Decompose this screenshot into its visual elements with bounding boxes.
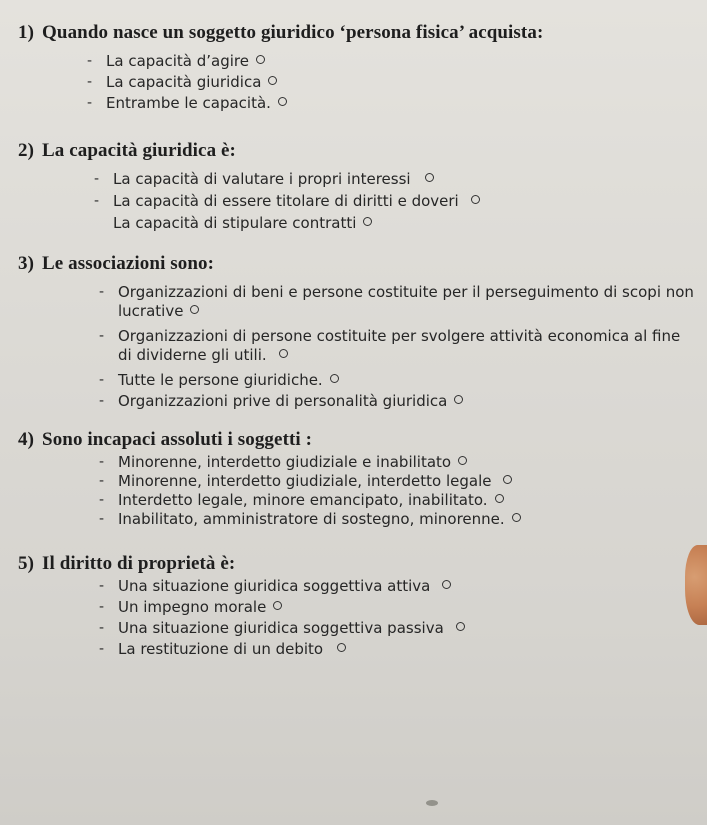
radio-circle-icon[interactable] (330, 374, 339, 383)
radio-circle-icon[interactable] (454, 395, 463, 404)
option-text: Interdetto legale, minore emancipato, inabilitato. (118, 491, 488, 509)
radio-circle-icon[interactable] (337, 643, 346, 652)
dash-bullet: - (99, 492, 105, 508)
option-item (0, 283, 707, 327)
radio-circle-icon[interactable] (471, 195, 480, 204)
radio-circle-icon[interactable] (458, 456, 467, 465)
option-item (0, 170, 707, 192)
radio-circle-icon[interactable] (512, 513, 521, 522)
question-text: Sono incapaci assoluti i soggetti : (42, 429, 313, 450)
option-text: Minorenne, interdetto giudiziale e inabilitato (118, 453, 452, 471)
option-text: Tutte le persone giuridiche. (118, 371, 323, 389)
option-text: La capacità di valutare i propri interessi (113, 170, 411, 188)
dash-bullet: - (99, 328, 105, 344)
radio-circle-icon[interactable] (495, 494, 504, 503)
radio-circle-icon[interactable] (256, 55, 265, 64)
option-item (0, 453, 707, 472)
option-item (0, 371, 707, 392)
question-title (18, 140, 236, 162)
option-item (0, 214, 707, 236)
dash-bullet: - (99, 454, 105, 470)
dash-bullet: - (99, 599, 105, 615)
option-item (0, 392, 707, 413)
option-text: La capacità di essere titolare di diritti e doveri (113, 192, 459, 210)
radio-circle-icon[interactable] (190, 305, 199, 314)
radio-circle-icon[interactable] (273, 601, 282, 610)
option-item (0, 577, 707, 598)
finger-edge (685, 545, 707, 625)
radio-circle-icon[interactable] (278, 97, 287, 106)
question-text: Il diritto di proprietà è: (42, 553, 236, 574)
option-text: Una situazione giuridica soggettiva attiva (118, 577, 431, 595)
option-item (0, 73, 707, 94)
option-text: Organizzazioni di beni e persone costituite per il perseguimento di scopi non lucrative (118, 283, 694, 320)
dash-bullet: - (99, 620, 105, 636)
dash-bullet: - (99, 473, 105, 489)
option-text: La capacità di stipulare contratti (113, 214, 357, 232)
options-list (0, 453, 707, 529)
option-item (0, 640, 707, 661)
option-text: La restituzione di un debito (118, 640, 324, 658)
question-number: 1) (18, 22, 35, 43)
radio-circle-icon[interactable] (456, 622, 465, 631)
dash-bullet: - (94, 193, 100, 209)
radio-circle-icon[interactable] (442, 580, 451, 589)
options-list (0, 52, 707, 115)
option-text: Organizzazioni di persone costituite per svolgere attività economica al fine di dividerne gli utili. (118, 327, 681, 364)
question-title (18, 253, 214, 275)
option-text: Entrambe le capacità. (106, 94, 271, 112)
dash-bullet: - (99, 372, 105, 388)
dash-bullet: - (94, 171, 100, 187)
option-item (0, 491, 707, 510)
option-item (0, 327, 707, 371)
question-number: 4) (18, 429, 35, 450)
dash-bullet: - (87, 95, 93, 111)
ink-smudge (426, 800, 438, 806)
option-text: Inabilitato, amministratore di sostegno, minorenne. (118, 510, 505, 528)
radio-circle-icon[interactable] (503, 475, 512, 484)
option-item (0, 619, 707, 640)
question-text: La capacità giuridica è: (42, 140, 236, 161)
dash-bullet: - (99, 511, 105, 527)
radio-circle-icon[interactable] (363, 217, 372, 226)
question-text: Le associazioni sono: (42, 253, 215, 274)
options-list (0, 170, 707, 236)
question-title (18, 22, 543, 44)
radio-circle-icon[interactable] (268, 76, 277, 85)
option-text: Una situazione giuridica soggettiva passiva (118, 619, 444, 637)
option-item (0, 510, 707, 529)
option-text: Un impegno morale (118, 598, 267, 616)
option-text: La capacità giuridica (106, 73, 262, 91)
question-number: 3) (18, 253, 35, 274)
dash-bullet: - (99, 284, 105, 300)
dash-bullet: - (87, 74, 93, 90)
options-list (0, 577, 707, 661)
dash-bullet: - (87, 53, 93, 69)
radio-circle-icon[interactable] (279, 349, 288, 358)
dash-bullet: - (99, 641, 105, 657)
option-item (0, 192, 707, 214)
question-text: Quando nasce un soggetto giuridico ‘persona fisica’ acquista: (42, 22, 544, 43)
option-item (0, 94, 707, 115)
question-number: 2) (18, 140, 35, 161)
dash-bullet: - (99, 393, 105, 409)
option-text: Organizzazioni prive di personalità giuridica (118, 392, 448, 410)
question-title (18, 553, 235, 575)
question-number: 5) (18, 553, 35, 574)
question-title (18, 429, 312, 451)
dash-bullet: - (99, 578, 105, 594)
option-item (0, 598, 707, 619)
option-text: Minorenne, interdetto giudiziale, interdetto legale (118, 472, 492, 490)
radio-circle-icon[interactable] (425, 173, 434, 182)
option-item (0, 472, 707, 491)
option-text: La capacità d’agire (106, 52, 249, 70)
option-item (0, 52, 707, 73)
options-list (0, 283, 707, 413)
